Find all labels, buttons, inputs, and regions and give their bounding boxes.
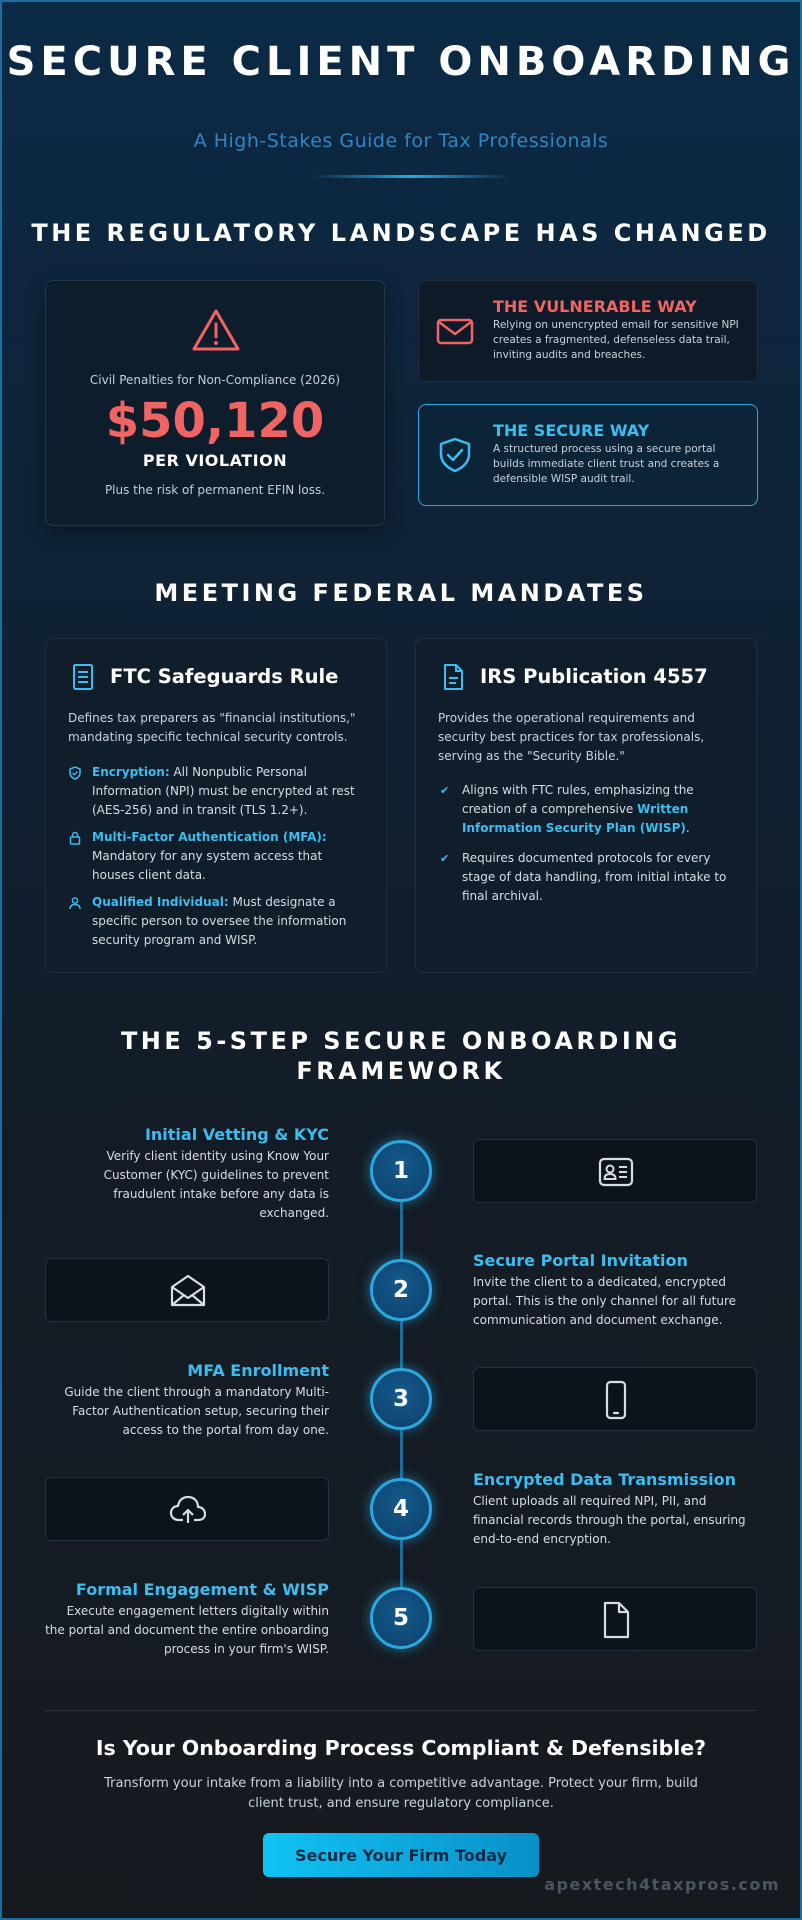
step-4-circle: 4 (370, 1478, 432, 1540)
document-icon (596, 1600, 636, 1640)
step-description: Execute engagement letters digitally within the portal and document the entire onboarding process in your firm's WISP. (45, 1604, 329, 1656)
clipboard-list-icon (70, 663, 96, 691)
envelope-open-icon (168, 1271, 208, 1311)
vulnerable-way-title: THE VULNERABLE WAY (493, 297, 697, 316)
ftc-item-mfa (68, 828, 368, 885)
cta-text: Transform your intake from a liability into a competitive advantage. Protect your firm, build client trust, and ensure regulatory compliance. (104, 1776, 698, 1811)
ftc-intro: Defines tax preparers as "financial institutions," mandating specific technical security controls. (68, 711, 356, 744)
vulnerable-way-card (418, 280, 758, 382)
step-3-icon-box (473, 1367, 757, 1431)
id-card-icon (596, 1152, 636, 1192)
ftc-item-text: Mandatory for any system access that houses client data. (92, 849, 323, 882)
section-divider (45, 1710, 757, 1711)
check-icon: ✔ (440, 852, 450, 865)
irs-publication-card (415, 638, 757, 973)
step-5-icon-box (473, 1587, 757, 1651)
irs-title: IRS Publication 4557 (480, 665, 708, 688)
step-3-circle: 3 (370, 1368, 432, 1430)
step-4-icon-box (45, 1477, 329, 1541)
step-description: Invite the client to a dedicated, encrypted portal. This is the only channel for all future communication and document exchange. (473, 1275, 736, 1327)
check-icon: ✔ (440, 784, 450, 797)
penalty-amount: $50,120 (105, 393, 325, 449)
penalty-note: Plus the risk of permanent EFIN loss. (104, 483, 326, 497)
ftc-item-encryption (68, 763, 368, 820)
step-5-text (45, 1579, 329, 1659)
ftc-safeguards-card (45, 638, 387, 973)
step-3-text (45, 1360, 329, 1440)
page-subtitle: A High-Stakes Guide for Tax Professionals (193, 130, 609, 152)
shield-check-icon (435, 437, 475, 473)
page-title: SECURE CLIENT ONBOARDING (6, 39, 796, 85)
irs-item-highlight: Written Information Security Plan (WISP) (462, 802, 689, 835)
envelope-icon (435, 313, 475, 349)
step-5-circle: 5 (370, 1587, 432, 1649)
step-title: Initial Vetting & KYC (144, 1125, 329, 1144)
irs-item-text: Aligns with FTC rules, emphasizing the creation of a comprehensive (462, 783, 694, 816)
step-description: Client uploads all required NPI, PII, and financial records through the portal, ensuring end-to-end encryption. (473, 1494, 746, 1546)
vulnerable-way-text: Relying on unencrypted email for sensitive NPI creates a fragmented, defenseless data trail, inviting audits and breaches. (493, 319, 739, 361)
step-title: MFA Enrollment (187, 1361, 329, 1380)
cta-title: Is Your Onboarding Process Compliant & Defensible? (95, 1736, 707, 1760)
irs-intro: Provides the operational requirements and security best practices for tax professionals, serving as the "Security Bible." (438, 711, 705, 763)
irs-item-text: Requires documented protocols for every stage of data handling, from initial intake to final archival. (462, 851, 727, 903)
step-2-circle: 2 (370, 1259, 432, 1321)
step-title: Formal Engagement & WISP (75, 1580, 329, 1599)
step-description: Guide the client through a mandatory Multi-Factor Authentication setup, securing their access to the portal from day one. (64, 1385, 329, 1437)
lock-icon (68, 831, 82, 845)
framework-heading: THE 5-STEP SECURE ONBOARDING FRAMEWORK (120, 1027, 682, 1085)
irs-item-wisp (438, 781, 738, 838)
irs-item-text-after: . (685, 821, 690, 835)
regulatory-heading: THE REGULATORY LANDSCAPE HAS CHANGED (31, 219, 771, 247)
smartphone-icon (596, 1380, 636, 1420)
ftc-item-label: Qualified Individual: (92, 895, 229, 909)
ftc-item-text: All Nonpublic Personal Information (NPI) must be encrypted at rest (AES-256) and in transit (TLS 1.2+). (92, 765, 355, 817)
ftc-item-label: Multi-Factor Authentication (MFA): (92, 830, 327, 844)
mandates-heading: MEETING FEDERAL MANDATES (154, 579, 648, 607)
ftc-item-label: Encryption: (92, 765, 170, 779)
user-icon (68, 896, 82, 910)
step-title: Encrypted Data Transmission (473, 1470, 737, 1489)
irs-item-protocols (438, 849, 738, 906)
cloud-upload-icon (168, 1490, 208, 1530)
ftc-title: FTC Safeguards Rule (110, 665, 339, 688)
ftc-item-qualified-individual (68, 893, 368, 950)
step-1-circle: 1 (370, 1140, 432, 1202)
step-description: Verify client identity using Know Your Customer (KYC) guidelines to prevent fraudulent intake before any data is exchanged. (103, 1149, 329, 1220)
step-2-text (473, 1250, 757, 1330)
penalty-card (45, 280, 385, 526)
secure-way-text: A structured process using a secure portal builds immediate client trust and creates a defensible WISP audit trail. (493, 443, 720, 485)
secure-way-card (418, 404, 758, 506)
shield-icon (68, 766, 82, 780)
warning-icon (191, 307, 241, 353)
secure-way-title: THE SECURE WAY (493, 421, 650, 440)
step-1-text (45, 1124, 329, 1223)
step-title: Secure Portal Invitation (473, 1251, 688, 1270)
document-text-icon (440, 663, 466, 691)
title-divider (311, 175, 511, 178)
penalty-per-violation: PER VIOLATION (142, 451, 288, 470)
step-1-icon-box (473, 1139, 757, 1203)
footer-url[interactable]: apextech4taxpros.com (544, 1875, 780, 1894)
step-4-text (473, 1469, 757, 1549)
secure-your-firm-button[interactable]: Secure Your Firm Today (263, 1833, 539, 1877)
penalty-label: Civil Penalties for Non-Compliance (2026) (89, 373, 341, 387)
ftc-item-text: Must designate a specific person to oversee the information security program and WISP. (92, 895, 347, 947)
step-2-icon-box (45, 1258, 329, 1322)
